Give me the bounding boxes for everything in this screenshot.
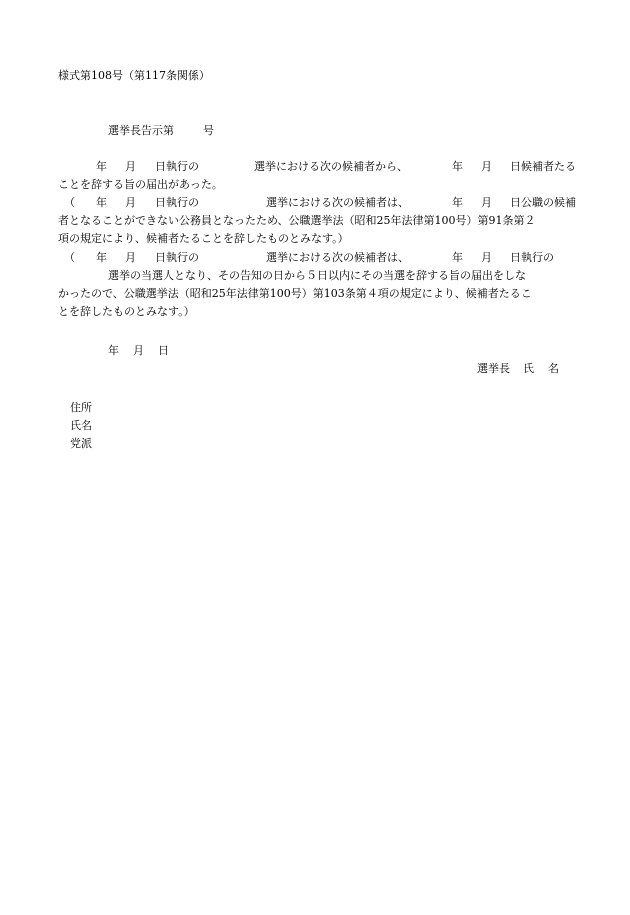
p2-open: （ bbox=[64, 196, 75, 209]
signature-role: 選挙長 bbox=[477, 362, 510, 375]
p3-month: 月 bbox=[125, 251, 136, 264]
notice-prefix: 選挙長告示第 bbox=[108, 124, 174, 137]
p1-election: 選挙における次の候補者から、 bbox=[254, 160, 408, 173]
field-name: 氏名 bbox=[70, 419, 92, 432]
p2-line3: 項の規定により、候補者たることを辞したものとみなす。） bbox=[58, 232, 349, 245]
p1-day-exec: 日執行の bbox=[155, 160, 199, 173]
p2-day-exec: 日執行の bbox=[155, 196, 199, 209]
p3-line2: 選挙の当選人となり、その告知の日から５日以内にその当選を辞する旨の届出をしな bbox=[108, 269, 526, 282]
p3-open: （ bbox=[64, 251, 75, 264]
date-year: 年 bbox=[108, 344, 119, 357]
notice-suffix: 号 bbox=[203, 124, 214, 137]
p2-month: 月 bbox=[125, 196, 136, 209]
p3-day-exec: 日執行の bbox=[155, 251, 199, 264]
p2-month2: 月 bbox=[481, 196, 492, 209]
p3-year: 年 bbox=[96, 251, 107, 264]
p1-year: 年 bbox=[96, 160, 107, 173]
p1-month2: 月 bbox=[481, 160, 492, 173]
p3-year2: 年 bbox=[452, 251, 463, 264]
p1-line2: ことを辞する旨の届出があった。 bbox=[58, 178, 223, 191]
p2-year2: 年 bbox=[452, 196, 463, 209]
p1-month: 月 bbox=[125, 160, 136, 173]
p2-line2: 者となることができない公務員となったため、公職選挙法（昭和25年法律第100号）第91条第２ bbox=[58, 214, 536, 227]
p3-month2: 月 bbox=[481, 251, 492, 264]
form-title: 様式第108号（第117条関係） bbox=[58, 69, 210, 82]
p3-tail: 日執行の bbox=[510, 251, 554, 264]
field-address: 住所 bbox=[70, 401, 92, 414]
p1-tail: 日候補者たる bbox=[510, 160, 576, 173]
date-month: 月 bbox=[133, 344, 144, 357]
p3-election: 選挙における次の候補者は、 bbox=[266, 251, 409, 264]
p2-election: 選挙における次の候補者は、 bbox=[266, 196, 409, 209]
p3-line3: かったので、公職選挙法（昭和25年法律第100号）第103条第４項の規定により、候補者たるこ bbox=[58, 287, 532, 300]
field-party: 党派 bbox=[70, 437, 92, 450]
signature-shi: 氏 bbox=[523, 362, 534, 375]
p1-year2: 年 bbox=[452, 160, 463, 173]
p3-line4: とを辞したものとみなす。） bbox=[58, 305, 195, 318]
p2-year: 年 bbox=[96, 196, 107, 209]
date-day: 日 bbox=[158, 344, 169, 357]
signature-mei: 名 bbox=[548, 362, 559, 375]
p2-tail: 日公職の候補 bbox=[510, 196, 576, 209]
